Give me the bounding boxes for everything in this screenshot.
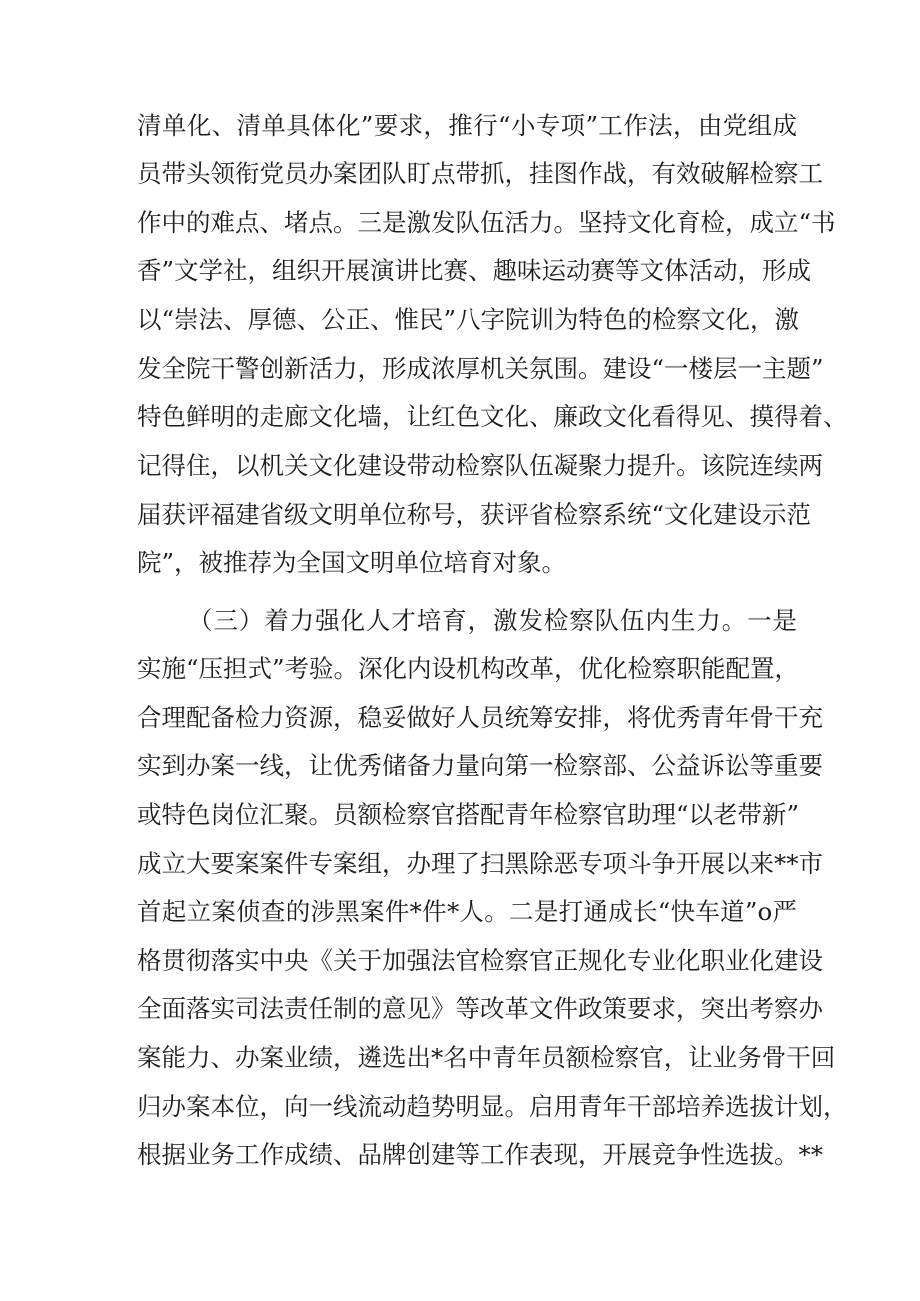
paragraph-1-line-7: 特色鲜明的走廊文化墙，让红色文化、廉政文化看得见、摸得着、 (137, 402, 848, 431)
paragraph-1-line-8: 记得住，以机关文化建设带动检察队伍凝聚力提升。该院连续两 (137, 451, 823, 480)
paragraph-2-line-5: 或特色岗位汇聚。员额检察官搭配青年检察官助理“以老带新” (137, 800, 800, 829)
paragraph-2-line-4: 实到办案一线，让优秀储备力量向第一检察部、公益诉讼等重要 (137, 751, 823, 780)
paragraph-2-line-3: 合理配备检力资源，稳妥做好人员统筹安排，将优秀青年骨干充 (137, 703, 823, 732)
paragraph-1-line-6: 发全院干警创新活力，形成浓厚机关氛围。建设“一楼层一主题” (137, 354, 824, 383)
paragraph-1-line-4: 香”文学社，组织开展演讲比赛、趣味运动赛等文体活动，形成 (137, 256, 812, 285)
paragraph-2-line-10: 案能力、办案业绩，遴选出*名中青年员额检察官，让业务骨干回 (137, 1043, 836, 1072)
paragraph-1-line-5: 以“崇法、厚德、公正、惟民”八字院训为特色的检察文化，激 (137, 305, 800, 334)
paragraph-2-line-2: 实施“压担式”考验。深化内设机构改革，优化检察职能配置， (137, 654, 800, 683)
paragraph-2-line-12: 根据业务工作成绩、品牌创建等工作表现，开展竞争性选拔。** (137, 1140, 823, 1169)
paragraph-1-line-1: 清单化、清单具体化”要求，推行“小专项”工作法，由党组成 (137, 111, 797, 140)
paragraph-2-line-8: 格贯彻落实中央《关于加强法官检察官正规化专业化职业化建设 (137, 946, 823, 975)
paragraph-2-line-9: 全面落实司法责任制的意见》等改革文件政策要求，突出考察办 (137, 994, 823, 1023)
paragraph-1-line-10: 院”，被推荐为全国文明单位培育对象。 (137, 548, 567, 577)
paragraph-1-line-2: 员带头领衔党员办案团队盯点带抓，挂图作战，有效破解检察工 (137, 159, 823, 188)
paragraph-2-line-6: 成立大要案案件专案组，办理了扫黑除恶专项斗争开展以来**市 (137, 849, 823, 878)
paragraph-2-line-7: 首起立案侦查的涉黑案件*件*人。二是打通成长“快车道”o严 (137, 897, 797, 926)
paragraph-1-line-9: 届获评福建省级文明单位称号，获评省检察系统“文化建设示范 (137, 500, 812, 529)
paragraph-2-line-11: 归办案本位，向一线流动趋势明显。启用青年干部培养选拔计划， (137, 1092, 848, 1121)
paragraph-1-line-3: 作中的难点、堵点。三是激发队伍活力。坚持文化育检，成立“书 (137, 208, 836, 237)
paragraph-2-line-1: （三）着力强化人才培育，激发检察队伍内生力。一是 (188, 606, 797, 635)
